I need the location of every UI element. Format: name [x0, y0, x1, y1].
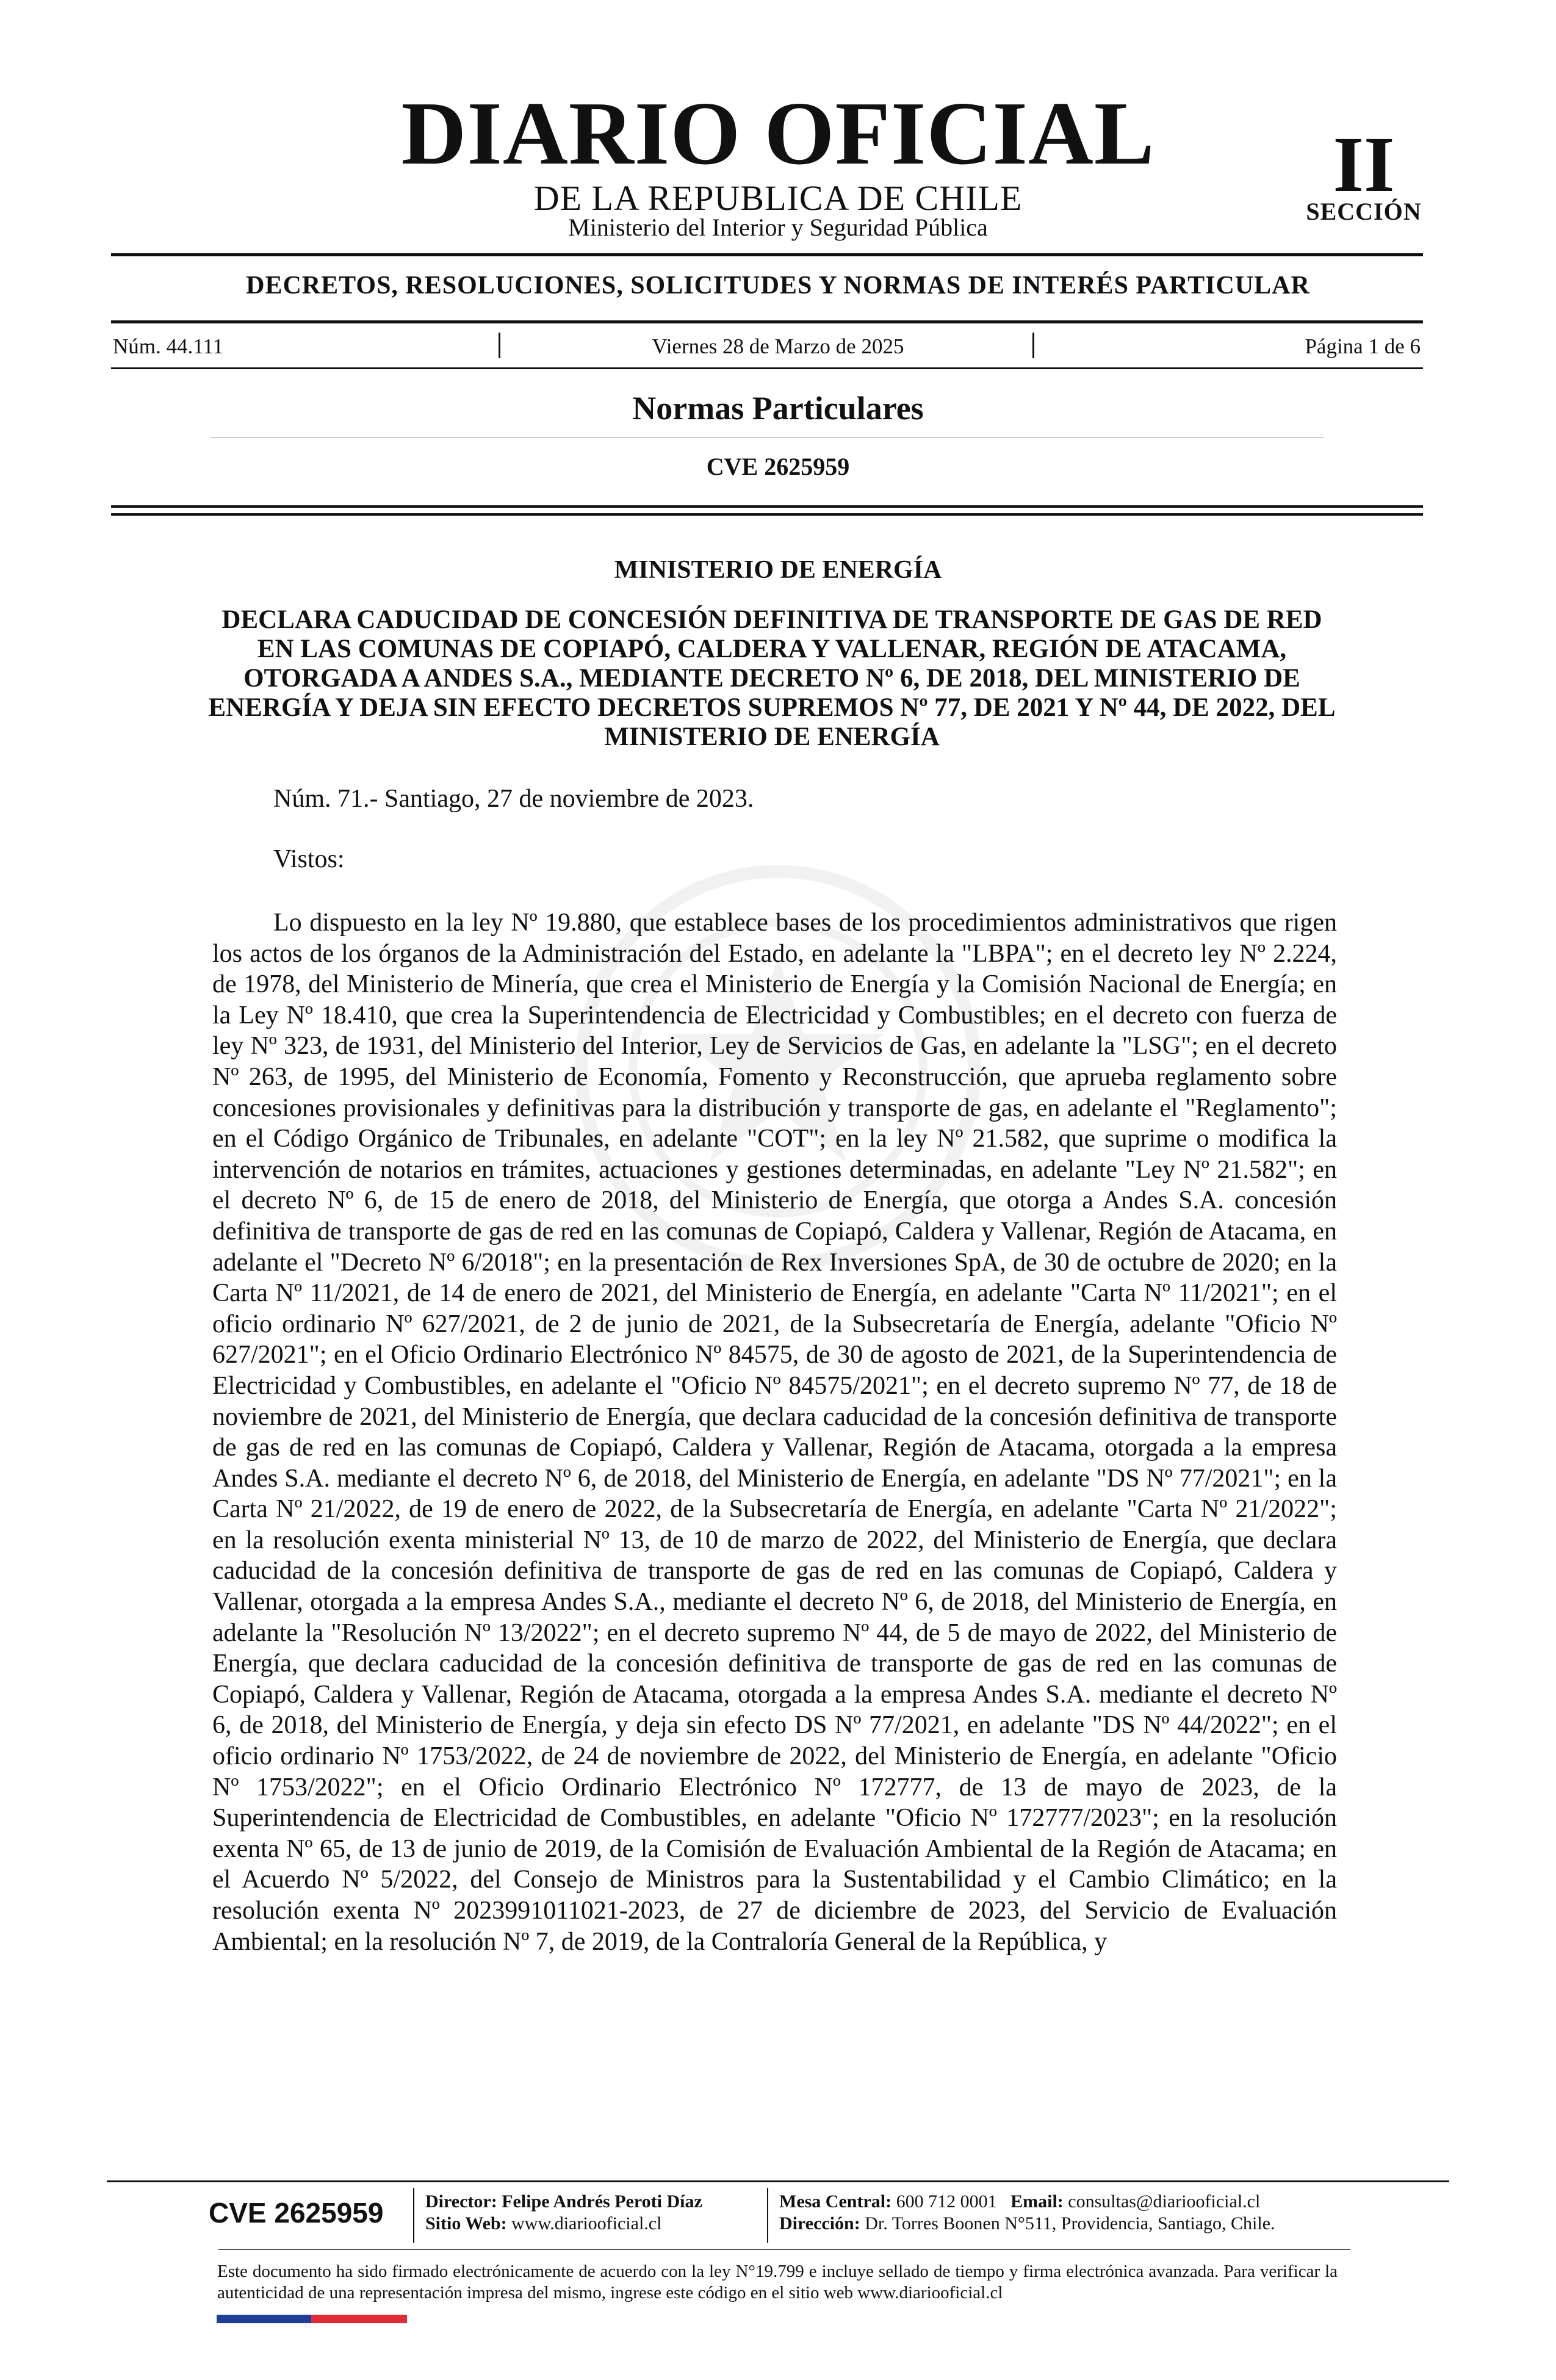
email-link[interactable]: consultas@diariooficial.cl	[1068, 2191, 1261, 2212]
footer-divider	[218, 2249, 1350, 2250]
divider	[211, 437, 1324, 438]
website-label: Sitio Web:	[425, 2213, 507, 2234]
email-label: Email:	[1010, 2191, 1064, 2212]
categories-banner: DECRETOS, RESOLUCIONES, SOLICITUDES Y NORMAS DE INTERÉS PARTICULAR	[246, 272, 1310, 300]
director-name: Felipe Andrés Peroti Díaz	[502, 2191, 702, 2212]
address-label: Dirección:	[779, 2213, 860, 2234]
divider	[111, 320, 1423, 323]
footer-director-block	[425, 2191, 702, 2235]
flag-red-stripe	[311, 2315, 407, 2323]
masthead-title: DIARIO OFICIAL	[401, 84, 1155, 184]
vistos-label: Vistos:	[273, 845, 345, 873]
section-heading: Normas Particulares	[632, 390, 924, 427]
website-link[interactable]: www.diariooficial.cl	[511, 2213, 662, 2234]
divider	[1032, 333, 1034, 358]
issue-date: Viernes 28 de Marzo de 2025	[652, 334, 904, 358]
phone-label: Mesa Central:	[779, 2191, 892, 2212]
flag-blue-stripe	[217, 2315, 311, 2323]
divider	[413, 2188, 414, 2243]
divider	[111, 505, 1423, 508]
masthead-subtitle: DE LA REPUBLICA DE CHILE	[533, 178, 1023, 218]
vistos-paragraph: Lo dispuesto en la ley Nº 19.880, que establece bases de los procedimientos administrativos que rigen los actos de los órganos de la Administración del Estado, en adelante la "LBPA"; en el decreto ley Nº 2.224, de 1978, del Ministerio de Minería, que crea el Ministerio de Energía y la Comisión Nacional de Energía; en la Ley Nº 18.410, que crea la Superintendencia de Electricidad y Combustibles; en el decreto con fuerza de ley Nº 323, de 1931, del Ministerio del Interior, Ley de Servicios de Gas, en adelante la "LSG"; en el decreto Nº 263, de 1995, del Ministerio de Economía, Fomento y Reconstrucción, que aprueba reglamento sobre concesiones provisionales y definitivas para la distribución y transporte de gas, en adelante el "Reglamento"; en el Código Orgánico de Tribunales, en adelante "COT"; en la ley Nº 21.582, que suprime o modifica la intervención de notarios en trámites, actuaciones y gestiones determinadas, en adelante "Ley Nº 21.582"; en el decreto Nº 6, de 15 de enero de 2018, del Ministerio de Energía, que otorga a Andes S.A. concesión definitiva de transporte de gas de red en las comunas de Copiapó, Caldera y Vallenar, Región de Atacama, en adelante el "Decreto Nº 6/2018"; en la presentación de Rex Inversiones SpA, de 30 de octubre de 2020; en la Carta Nº 11/2021, de 14 de enero de 2021, del Ministerio de Energía, en adelante "Carta Nº 11/2021"; en el oficio ordinario Nº 627/2021, de 2 de junio de 2021, de la Subsecretaría de Energía, adelante "Oficio Nº 627/2021"; en el Oficio Ordinario Electrónico Nº 84575, de 30 de agosto de 2021, de la Superintendencia de Electricidad y Combustibles, en adelante el "Oficio Nº 84575/2021"; en el decreto supremo Nº 77, de 18 de noviembre de 2021, del Ministerio de Energía, que declara caducidad de la concesión definitiva de transporte de gas de red en las comunas de Copiapó, Caldera y Vallenar, Región de Atacama, otorgada a la empresa Andes S.A. mediante el decreto Nº 6, de 2018, del Ministerio de Energía, en adelante "DS Nº 77/2021"; en la Carta Nº 21/2022, de 19 de enero de 2022, de la Subsecretaría de Energía, en adelante "Carta Nº 21/2022"; en la resolución exenta ministerial Nº 13, de 10 de marzo de 2022, del Ministerio de Energía, que declara caducidad de la concesión definitiva de transporte de gas de red en las comunas de Copiapó, Caldera y Vallenar, otorgada a la empresa Andes S.A., mediante el decreto Nº 6, de 2018, del Ministerio de Energía, en adelante la "Resolución Nº 13/2022"; en el decreto supremo Nº 44, de 5 de mayo de 2022, del Ministerio de Energía, que declara caducidad de la concesión definitiva de transporte de gas de red en las comunas de Copiapó, Caldera y Vallenar, Región de Atacama, otorgada a la empresa Andes S.A. mediante el decreto Nº 6, de 2018, del Ministerio de Energía, y deja sin efecto DS Nº 77/2021, en adelante "DS Nº 44/2022"; en el oficio ordinario Nº 1753/2022, de 24 de noviembre de 2022, del Ministerio de Energía, en adelante "Oficio Nº 1753/2022"; en el Oficio Ordinario Electrónico Nº 172777, de 13 de mayo de 2023, de la Superintendencia de Electricidad de Combustibles, en adelante "Oficio Nº 172777/2023"; en la resolución exenta Nº 65, de 13 de junio de 2019, de la Comisión de Evaluación Ambiental de la Región de Atacama; en el Acuerdo Nº 5/2022, del Consejo de Ministros para la Sustentabilidad y el Cambio Climático; en la resolución exenta Nº 2023991011021-2023, de 27 de diciembre de 2023, del Servicio de Evaluación Ambiental; en la resolución Nº 7, de 2019, de la Contraloría General de la República, y	[212, 909, 1337, 1956]
divider	[111, 513, 1423, 516]
section-number: II	[1333, 121, 1395, 209]
issue-number: Núm. 44.111	[113, 334, 224, 358]
divider	[111, 367, 1423, 369]
address-text: Dr. Torres Boonen N°511, Providencia, Santiago, Chile.	[865, 2213, 1275, 2234]
ministry-heading: MINISTERIO DE ENERGÍA	[614, 556, 942, 584]
divider	[111, 253, 1423, 256]
footer-disclaimer: Este documento ha sido firmado electrónicamente de acuerdo con la ley N°19.799 e incluye sellado de tiempo y firma electrónica avanzada. Para verificar la autenticidad de una representación impresa del mismo, ingrese este código en el sitio web www.diariooficial.cl	[217, 2262, 1338, 2302]
footer-divider	[107, 2180, 1449, 2182]
decree-title: DECLARA CADUCIDAD DE CONCESIÓN DEFINITIVA DE TRANSPORTE DE GAS DE RED EN LAS COMUNAS DE COPIAPÓ, CALDERA Y VALLENAR, REGIÓN DE ATACAMA, OTORGADA A ANDES S.A., MEDIANTE DECRETO Nº 6, DE 2018, DEL MINISTERIO DE ENERGÍA Y DEJA SIN EFECTO DECRETOS SUPREMOS Nº 77, DE 2021 Y Nº 44, DE 2022, DEL MINISTERIO DE ENERGÍA	[208, 605, 1336, 751]
section-label: SECCIÓN	[1306, 198, 1422, 225]
masthead-ministry: Ministerio del Interior y Seguridad Pública	[568, 214, 988, 241]
page-indicator: Página 1 de 6	[1305, 334, 1421, 358]
decree-number: Núm. 71.- Santiago, 27 de noviembre de 2023.	[273, 785, 754, 813]
phone-number: 600 712 0001	[896, 2191, 997, 2212]
footer-contact-block	[779, 2191, 1275, 2235]
divider	[767, 2188, 768, 2243]
cve-code: CVE 2625959	[706, 453, 850, 480]
flag-bar	[217, 2315, 407, 2323]
director-label: Director:	[425, 2191, 497, 2212]
footer-cve-code: CVE 2625959	[209, 2197, 384, 2229]
